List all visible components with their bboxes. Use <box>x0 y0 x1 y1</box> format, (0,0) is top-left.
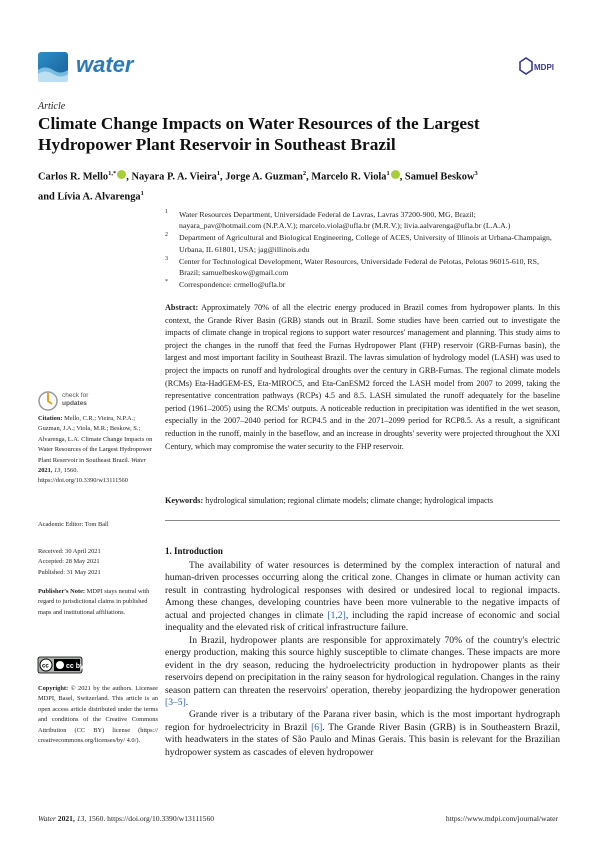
cc-label: cc by <box>66 663 84 670</box>
orcid-icon[interactable] <box>391 170 400 179</box>
footer-citation <box>38 814 214 823</box>
cc-by-license-icon[interactable] <box>38 657 82 673</box>
divider <box>165 520 560 521</box>
footer-journal: Water <box>38 814 56 823</box>
paragraph-text: . The Grande River Basin (GRB) is in Southeastern Brazil, with headwaters in the states of São Paulo and Minas Gerais. This basin is relevant for the Brazilian hydropower system as cascades of eleven hydropower <box>165 721 561 758</box>
citation-doi[interactable]: 1560. https://doi.org/10.3390/w13111560 <box>38 467 128 485</box>
paragraph-text: . <box>185 696 189 708</box>
author: Lívia A. Alvarenga <box>57 191 141 203</box>
author: Nayara P. A. Vieira <box>131 171 217 183</box>
publisher-name: MDPI <box>534 63 554 72</box>
footer-year: 2021, <box>57 814 75 823</box>
body-text <box>165 560 560 759</box>
citation-text: Mello, C.R.; Vieira, N.P.A.; Guzman, J.A.; Viola, M.R.; Beskow, S.; Alvarenga, L.A. Climate Change Impacts on Water Resources of the Largest Hydropower Plant Reservoir in Southeast Brazil. <box>38 415 153 464</box>
affiliation-number: 2 <box>165 232 168 239</box>
citation-journal: Water <box>131 456 147 464</box>
citation-year: 2021, <box>38 467 53 475</box>
affiliations <box>165 209 560 291</box>
author-sup: 1 <box>386 170 390 177</box>
paragraph-text: The availability of water resources is determined by the complex interaction of natural and human-driven processes occurring along the critical zone. Changes in climate or human activity can result in contrasting hydrological responses with desired or undesired local to regional impacts. Among these changes, developing countries have been more vulnerable to the negative impacts of actual and projected changes in climate <box>165 560 560 621</box>
keywords <box>165 495 560 507</box>
citation-label: Citation: <box>38 415 63 422</box>
water-wave-icon <box>38 52 68 82</box>
dates-block <box>38 547 158 578</box>
publisher-note <box>38 587 158 618</box>
affiliation <box>165 232 560 254</box>
received-date: Received: 30 April 2021 <box>38 548 101 555</box>
mdpi-logo <box>518 56 556 76</box>
affiliation-number: 3 <box>165 255 168 262</box>
reference-link[interactable]: [3–5] <box>165 696 186 708</box>
citation-block <box>38 414 158 487</box>
author: Jorge A. Guzman <box>225 171 303 183</box>
author: Samuel Beskow <box>404 171 475 183</box>
affiliation-number: 1 <box>165 209 168 215</box>
journal-logo <box>38 52 68 82</box>
journal-name: water <box>76 52 134 77</box>
article-type: Article <box>38 101 66 112</box>
citation-volume: 13, <box>54 467 62 475</box>
check-for-updates-badge[interactable] <box>38 390 118 412</box>
correspondence-text: Correspondence: crmello@ufla.br <box>179 280 286 290</box>
paragraph <box>165 560 560 635</box>
affiliation-text: Water Resources Department, Universidade Federal de Lavras, Lavras 37200-900, MG, Brazil; nayara_pav@hotmail.com (N.P.A.V.); marcelo.viola@ufla.br (M.R.V.); livia.aalvarenga@ufla.br (L.A.A.) <box>179 210 511 231</box>
author-sup: 1 <box>216 170 221 177</box>
author-sup: 1,* <box>108 170 117 177</box>
copyright-block <box>38 684 158 746</box>
reference-link[interactable]: [1,2] <box>327 609 346 621</box>
keywords-text: hydrological simulation; regional climate models; climate change; hydrological impacts <box>205 496 494 505</box>
footer-volume: 13, <box>76 814 87 823</box>
abstract <box>165 302 560 453</box>
author-sup: 3 <box>474 170 478 177</box>
author: Marcelo R. Viola <box>311 171 387 183</box>
copyright-label: Copyright: <box>38 685 69 692</box>
paragraph-text: In Brazil, hydropower plants are responsible for approximately 70% of the country's electric energy production, making this source highly susceptible to climate changes. These impacts are more evident in the dry season, reducing the hydroelectricity production in hydropower plants as their reservoirs depend on precipitation in the rainy season for hydrological regulation. Changes in the rainy season pattern can threaten the reservoirs' operation, thereby jeopardizing the hydropower generation <box>165 634 560 696</box>
published-date: Published: 31 May 2021 <box>38 568 101 576</box>
paragraph-text: Grande river is a tributary of the Parana river basin, which is the most important hydrograph region for hydroelectricity in Brazil <box>165 709 560 733</box>
check-updates-text: check for <box>62 392 89 399</box>
author-sup: 2 <box>302 170 307 177</box>
check-updates-icon <box>38 390 58 412</box>
affiliation-text: Department of Agricultural and Biological Engineering, College of ACES, University of Illinois at Urbana-Champaign, Urbana, IL 61801, USA; jag@illinois.edu <box>179 233 552 254</box>
affiliation <box>165 256 560 278</box>
copyright-text: © 2021 by the authors. Licensee MDPI, Basel, Switzerland. This article is an open access article distributed under the terms and conditions of the Creative Commons Attribution (CC BY) license (https:// creativecommons.org/licenses/by/ 4.0/). <box>38 685 158 745</box>
affiliation <box>165 209 560 231</box>
paper-title: Climate Change Impacts on Water Resources of the Largest Hydropower Plant Reservoir in Southeast Brazil <box>38 114 480 154</box>
reference-link[interactable]: [6] <box>311 721 323 733</box>
updates-text: updates <box>62 400 87 407</box>
publisher-note-text: MDPI stays neutral with regard to jurisdictional claims in published maps and institutional affiliations. <box>38 588 150 616</box>
affiliation-text: Center for Technological Development, Water Resources, Universidade Federal de Pelotas, Pelotas 96015-610, RS, Brazil; samuelbeskow@gmail.com <box>179 256 539 278</box>
abstract-text: Approximately 70% of all the electric energy produced in Brazil comes from hydropower plants. In this context, the Grande River Basin (GRB) stands out in Brazil. Some studies have been carried out to investigate the impacts of climate change in tropical regions to support water resources' management and planning. This study aims to project the changes in the runoff that feed the Furnas Hydropower Plant (FHP) reservoir (GRB-Furnas basin), the largest and most important facility in Southeast Brazil. The lavras simulation of hydrology model (LASH) was used to project the impacts on runoff and hydrological droughts over the century in GRB-Furnas. The regional climate models (RCMs) Eta-HadGEM-ES, Eta-MIROC5, and Eta-CanESM2 forced the LASH model from 2007 to 2099, taking the representative concentration pathways (RCPs) 4.5 and 8.5. LASH simulated the runoff adequately for the baseline period (1961–2005) using the RCMs' outputs. A noticeable reduction in precipitation was identified in the wet season, especially in the 2007–2040 period for RCP4.5 and in the 2071–2099 period for RCP8.5. As a result, a significant reduction in the runoff, mainly in the baseflow, and an increase in droughts' severity were projected throughout the XXI Century, which may compromise the water security to the FHP reservoir. <box>165 303 560 451</box>
author-sup: 1 <box>140 190 144 198</box>
paragraph <box>165 635 560 710</box>
affiliation-number: * <box>165 279 168 286</box>
section-heading: 1. Introduction <box>165 546 223 556</box>
author-list: Carlos R. Mello$^{1,*}$ , Nayara P. A. Vieira$^1$, Jorge A. Guzman$^2$, Marcelo R. Viola$^1$ , Samuel Beskow$^3$ and Lívia A. Alvarenga$^1$ <box>38 170 478 203</box>
svg-text:cc: cc <box>42 663 49 670</box>
footer-journal-url[interactable]: https://www.mdpi.com/journal/water <box>445 814 558 823</box>
paragraph-text: , including the rapid increase of economic and social inequality and the elevated risk of critical infrastructure failure. <box>165 609 560 634</box>
paragraph <box>165 709 560 759</box>
publisher-note-label: Publisher's Note: <box>38 588 86 595</box>
accepted-date: Accepted: 28 May 2021 <box>38 558 100 566</box>
footer-doi[interactable]: 1560. https://doi.org/10.3390/w13111560 <box>88 814 215 823</box>
keywords-label: Keywords: <box>165 496 204 505</box>
affiliation <box>165 279 560 290</box>
author: Carlos R. Mello <box>38 171 109 183</box>
orcid-icon[interactable] <box>117 170 126 179</box>
abstract-label: Abstract: <box>165 303 199 312</box>
academic-editor: Academic Editor: Tom Ball <box>38 521 109 528</box>
